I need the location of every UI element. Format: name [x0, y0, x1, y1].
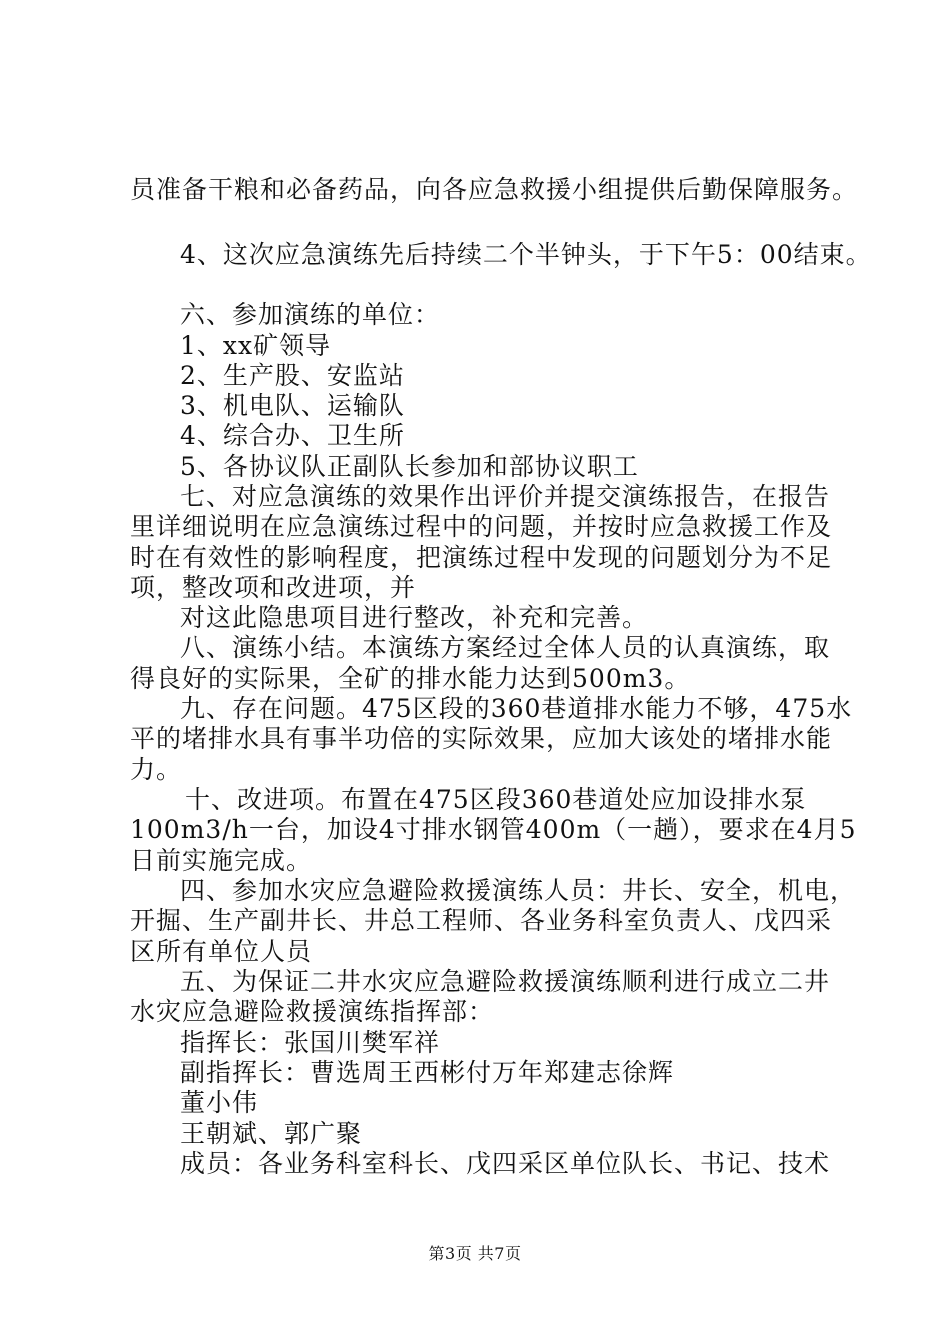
text-line: 水灾应急避险救援演练指挥部： [130, 997, 495, 1026]
text-line: 开掘、生产副井长、井总工程师、各业务科室负责人、戊四采 [130, 906, 833, 935]
text-line: 日前实施完成。 [130, 846, 313, 875]
text-line: 员准备干粮和必备药品，向各应急救援小组提供后勤保障服务。 [130, 175, 859, 204]
text-line: 时在有效性的影响程度，把演练过程中发现的问题划分为不足 [130, 543, 833, 572]
text-line: 指挥长：张国川樊军祥 [180, 1028, 441, 1057]
text-line: 八、演练小结。本演练方案经过全体人员的认真演练，取 [180, 633, 831, 662]
text-line: 项，整改项和改进项，并 [130, 573, 417, 602]
text-line: 董小伟 [180, 1088, 259, 1117]
text-line: 力。 [130, 755, 183, 784]
text-line: 成员：各业务科室科长、戊四采区单位队长、书记、技术 [180, 1149, 831, 1178]
text-line: 五、为保证二井水灾应急避险救援演练顺利进行成立二井 [180, 967, 831, 996]
text-line: 七、对应急演练的效果作出评价并提交演练报告，在报告 [180, 482, 831, 511]
text-line: 王朝斌、郭广聚 [180, 1119, 363, 1148]
text-line: 4、综合办、卫生所 [180, 421, 405, 450]
text-line: 对这此隐患项目进行整改，补充和完善。 [180, 603, 649, 632]
text-line: 六、参加演练的单位： [180, 300, 441, 329]
page-footer: 第3页 共7页 [428, 1244, 522, 1263]
text-line: 1、xx矿领导 [180, 331, 332, 360]
text-line: 平的堵排水具有事半功倍的实际效果，应加大该处的堵排水能 [130, 724, 833, 753]
text-line: 4、这次应急演练先后持续二个半钟头，于下午5：00结束。 [180, 240, 872, 269]
text-line: 100m3/h一台，加设4寸排水钢管400m（一趟），要求在4月5 [130, 815, 857, 844]
text-line: 九、存在问题。475区段的360巷道排水能力不够，475水 [180, 694, 853, 723]
text-line: 5、各协议队正副队长参加和部协议职工 [180, 452, 639, 481]
text-line: 十、改进项。布置在475区段360巷道处应加设排水泵 [185, 785, 807, 814]
text-line: 区所有单位人员 [130, 937, 313, 966]
text-line: 3、机电队、运输队 [180, 391, 405, 420]
text-line: 副指挥长：曹选周王西彬付万年郑建志徐辉 [180, 1058, 675, 1087]
text-line: 四、参加水灾应急避险救援演练人员：井长、安全，机电， [180, 876, 857, 905]
text-line: 2、生产股、安监站 [180, 361, 405, 390]
text-line: 里详细说明在应急演练过程中的问题，并按时应急救援工作及 [130, 512, 833, 541]
text-line: 得良好的实际果，全矿的排水能力达到500m3。 [130, 664, 691, 693]
